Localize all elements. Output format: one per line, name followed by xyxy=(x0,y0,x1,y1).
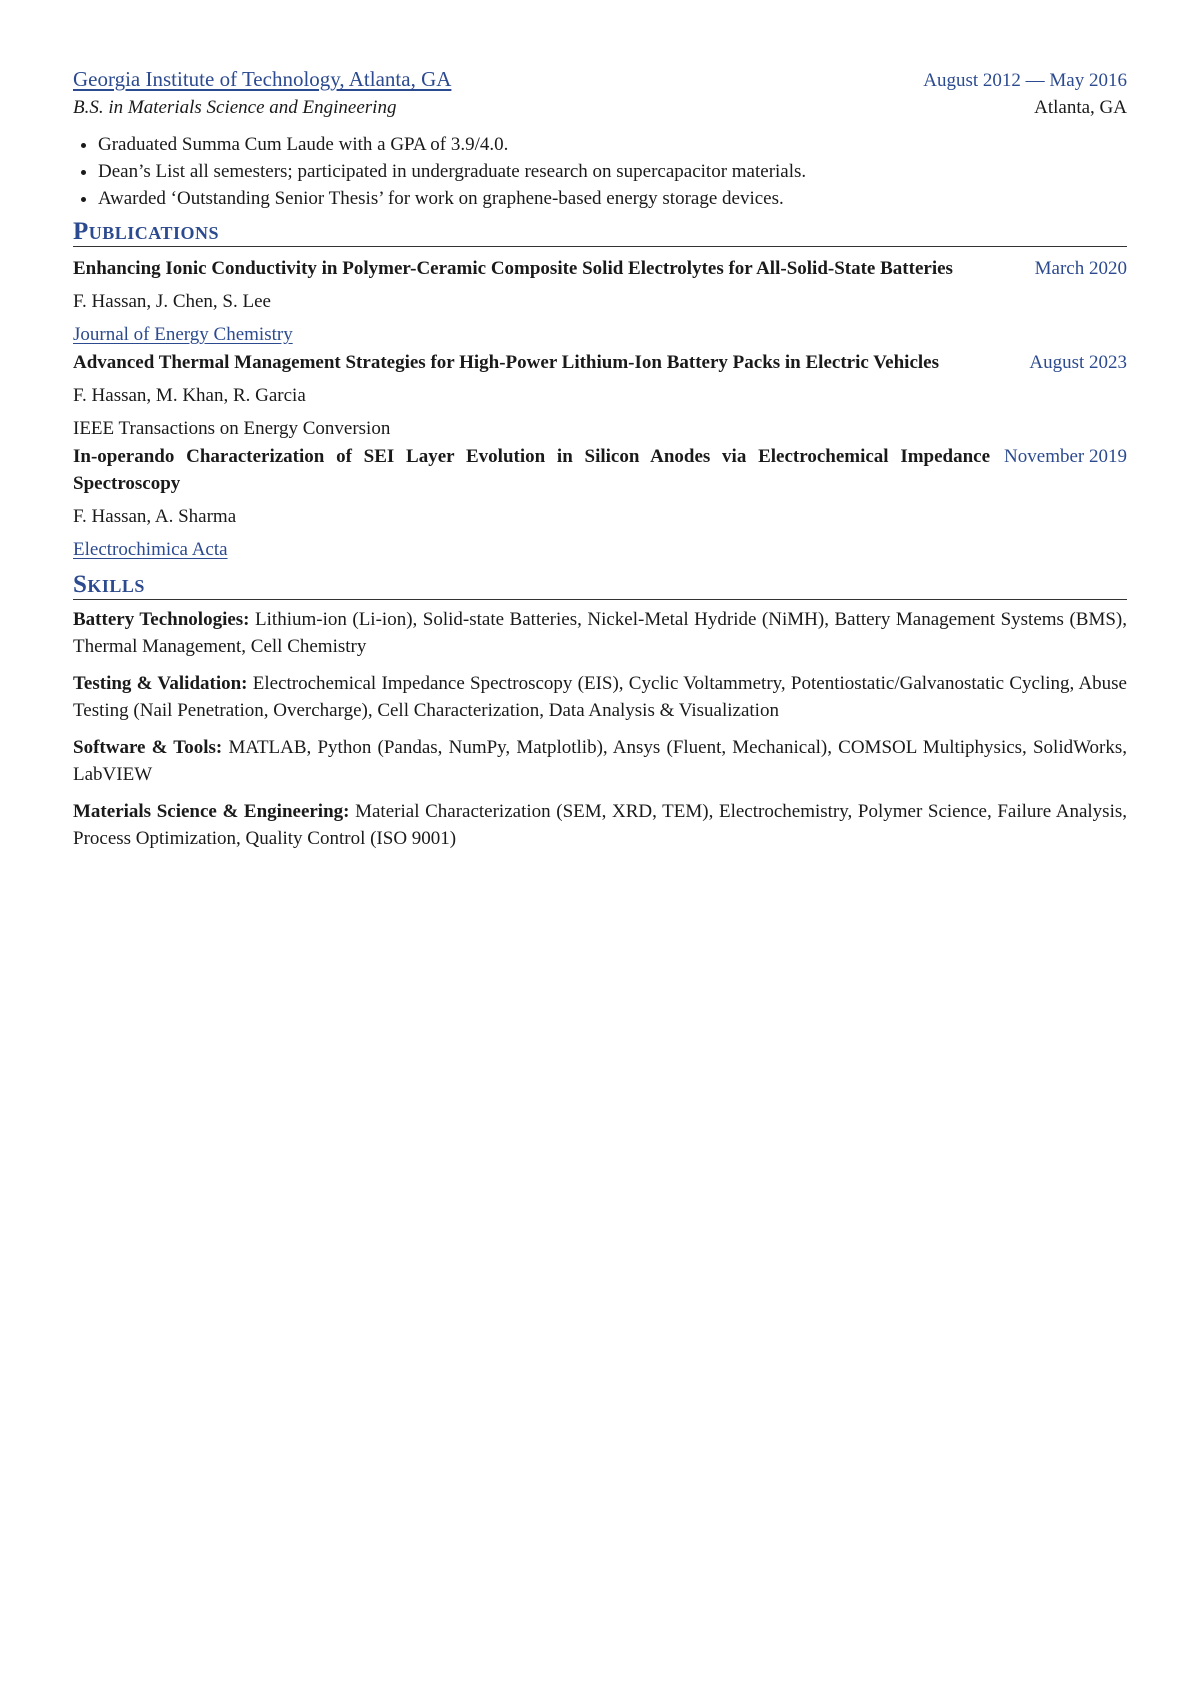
education-location: Atlanta, GA xyxy=(1034,97,1127,118)
publication-venue-link[interactable]: Journal of Energy Chemistry xyxy=(73,324,293,345)
publication-date: November 2019 xyxy=(1004,446,1127,467)
publication-authors: F. Hassan, M. Khan, R. Garcia xyxy=(73,385,306,406)
skill-text: Electrochemical Impedance Spectroscopy (EIS), Cyclic Voltammetry, Potentiostatic/Galvanostatic Cycling, Abuse Testing (Nail Penetration, Overcharge), Cell Characterization, Data Analysis & Visualization xyxy=(73,673,1127,721)
list-item: • Graduated Summa Cum Laude with a GPA of 3.9/4.0. xyxy=(98,131,1127,158)
institution-link[interactable]: Georgia Institute of Technology, Atlanta, GA xyxy=(73,67,452,91)
skill-label: Battery Technologies: xyxy=(73,609,250,630)
publication-authors: F. Hassan, J. Chen, S. Lee xyxy=(73,291,271,312)
skill-group xyxy=(73,734,1127,788)
section-heading-skills: Skills xyxy=(73,571,1127,600)
publication-entry xyxy=(73,443,1127,563)
skill-group xyxy=(73,606,1127,660)
list-item: • Awarded ‘Outstanding Senior Thesis’ for work on graphene-based energy storage devices. xyxy=(98,185,1127,212)
publication-title: Advanced Thermal Management Strategies for High-Power Lithium-Ion Battery Packs in Electric Vehicles xyxy=(73,352,939,373)
degree: B.S. in Materials Science and Engineering xyxy=(73,97,397,118)
education-bullets xyxy=(73,131,1127,212)
publication-authors: F. Hassan, A. Sharma xyxy=(73,506,237,527)
publication-entry xyxy=(73,349,1127,442)
publication-title: In-operando Characterization of SEI Layer Evolution in Silicon Anodes via Electrochemical Impedance Spectroscopy xyxy=(73,446,991,494)
skill-group xyxy=(73,670,1127,724)
resume-page xyxy=(73,66,1127,852)
skill-text: Material Characterization (SEM, XRD, TEM), Electrochemistry, Polymer Science, Failure Analysis, Process Optimization, Quality Control (ISO 9001) xyxy=(73,801,1127,849)
skill-label: Software & Tools: xyxy=(73,737,223,758)
skill-label: Materials Science & Engineering: xyxy=(73,801,350,822)
publication-title: Enhancing Ionic Conductivity in Polymer-Ceramic Composite Solid Electrolytes for All-Solid-State Batteries xyxy=(73,258,953,279)
section-heading-publications: Publications xyxy=(73,218,1127,247)
publication-date: August 2023 xyxy=(1029,352,1127,373)
skill-group xyxy=(73,798,1127,852)
skill-text: MATLAB, Python (Pandas, NumPy, Matplotlib), Ansys (Fluent, Mechanical), COMSOL Multiphysics, SolidWorks, LabVIEW xyxy=(73,737,1127,785)
education-dates: August 2012 — May 2016 xyxy=(923,70,1127,91)
publication-date: March 2020 xyxy=(1034,258,1127,279)
education-entry xyxy=(73,66,1127,212)
skill-label: Testing & Validation: xyxy=(73,673,248,694)
skill-text: Lithium-ion (Li-ion), Solid-state Batteries, Nickel-Metal Hydride (NiMH), Battery Management Systems (BMS), Thermal Management, Cell Chemistry xyxy=(73,609,1127,657)
publication-venue-link[interactable]: Electrochimica Acta xyxy=(73,539,228,560)
publication-venue: IEEE Transactions on Energy Conversion xyxy=(73,418,391,439)
list-item: • Dean’s List all semesters; participated in undergraduate research on supercapacitor materials. xyxy=(98,158,1127,185)
publication-entry xyxy=(73,255,1127,348)
